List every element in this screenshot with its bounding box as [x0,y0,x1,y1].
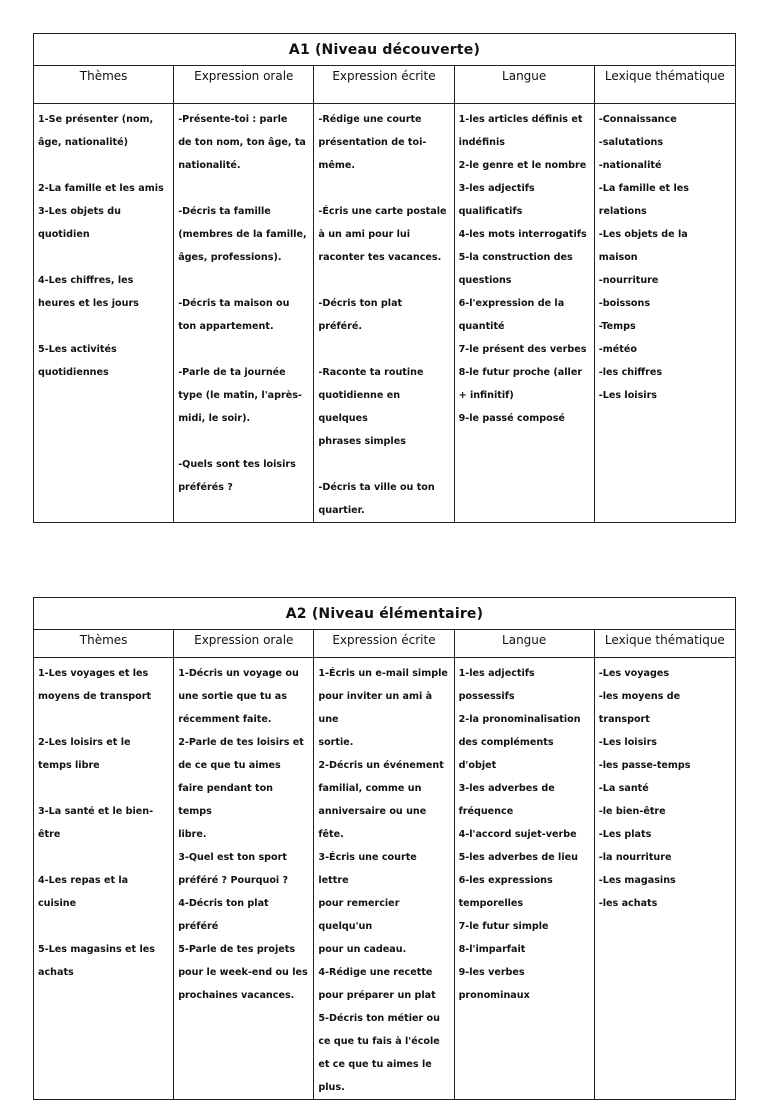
header-lexique: Lexique thématique [594,630,735,658]
table-a2 [33,597,736,1100]
cell-a1-themes [34,104,174,523]
header-expression-ecrite: Expression écrite [314,66,454,104]
cell-a2-ecrite [314,658,454,1100]
cell-a1-lexique [594,104,735,523]
orale-text: 1-Décris un voyage ou une sortie que tu as récemment faite. 2-Parle de tes loisirs et de ce que tu aimes faire pendant ton temps libre. 3-Quel est ton sport préféré ? Pourquoi ? 4-Décris ton plat préféré 5-Parle de tes projets pour le week-end ou les prochaines vacances. [178,668,308,1001]
header-langue: Langue [454,66,594,104]
cell-a1-orale [174,104,314,523]
header-expression-orale: Expression orale [174,630,314,658]
themes-text: 1-Les voyages et les moyens de transport 2-Les loisirs et le temps libre 3-La santé et le bien- être 4-Les repas et la cuisine 5-Les magasins et les achats [38,668,155,978]
table-title-a1: A1 (Niveau découverte) [34,34,736,66]
header-langue: Langue [454,630,594,658]
header-themes: Thèmes [34,66,174,104]
cell-a2-themes [34,658,174,1100]
cell-a2-lexique [594,658,735,1100]
cell-a1-ecrite [314,104,454,523]
cell-a2-langue [454,658,594,1100]
orale-text: -Présente-toi : parle de ton nom, ton âge, ta nationalité. -Décris ta famille (membres de la famille, âges, professions). -Décris ta maison ou ton appartement. -Parle de ta journée type (le matin, l'après- midi, le soir). -Quels sont tes loisirs préférés ? [178,114,307,493]
table-a1 [33,33,736,523]
cell-a2-orale [174,658,314,1100]
langue-text: 1-les adjectifs possessifs 2-la pronominalisation des compléments d'objet 3-les adverbes de fréquence 4-l'accord sujet-verbe 5-les adverbes de lieu 6-les expressions temporelles 7-le futur simple 8-l'imparfait 9-les verbes pronominaux [458,668,581,1001]
header-expression-ecrite: Expression écrite [314,630,454,658]
header-expression-orale: Expression orale [174,66,314,104]
header-lexique: Lexique thématique [594,66,735,104]
cell-a1-langue [454,104,594,523]
langue-text: 1-les articles définis et indéfinis 2-le genre et le nombre 3-les adjectifs qualificatifs 4-les mots interrogatifs 5-la construction des questions 6-l'expression de la quantité 7-le présent des verbes 8-le futur proche (aller + infinitif) 9-le passé composé [458,114,587,424]
ecrite-text: 1-Écris un e-mail simple pour inviter un ami à une sortie. 2-Décris un événement familial, comme un anniversaire ou une fête. 3-Écris une courte lettre pour remercier quelqu'un pour un cadeau. 4-Rédige une recette pour préparer un plat 5-Décris ton métier ou ce que tu fais à l'école et ce que tu aimes le plus. [318,668,448,1093]
lexique-text: -Connaissance -salutations -nationalité -La famille et les relations -Les objets de la maison -nourriture -boissons -Temps -météo -les chiffres -Les loisirs [598,114,689,401]
ecrite-text: -Rédige une courte présentation de toi- même. -Écris une carte postale à un ami pour lui raconter tes vacances. -Décris ton plat préféré. -Raconte ta routine quotidienne en quelques phrases simples -Décris ta ville ou ton quartier. [318,114,447,516]
lexique-text: -Les voyages -les moyens de transport -Les loisirs -les passe-temps -La santé -le bien-être -Les plats -la nourriture -Les magasins -les achats [598,668,691,909]
table-title-a2: A2 (Niveau élémentaire) [34,598,736,630]
themes-text: 3-Les objets du quotidien 4-Les chiffres, les heures et les jours 5-Les activités quotidiennes [38,206,139,378]
header-themes: Thèmes [34,630,174,658]
themes-text: 1-Se présenter (nom, âge, nationalité) 2-La famille et les amis [38,114,164,194]
